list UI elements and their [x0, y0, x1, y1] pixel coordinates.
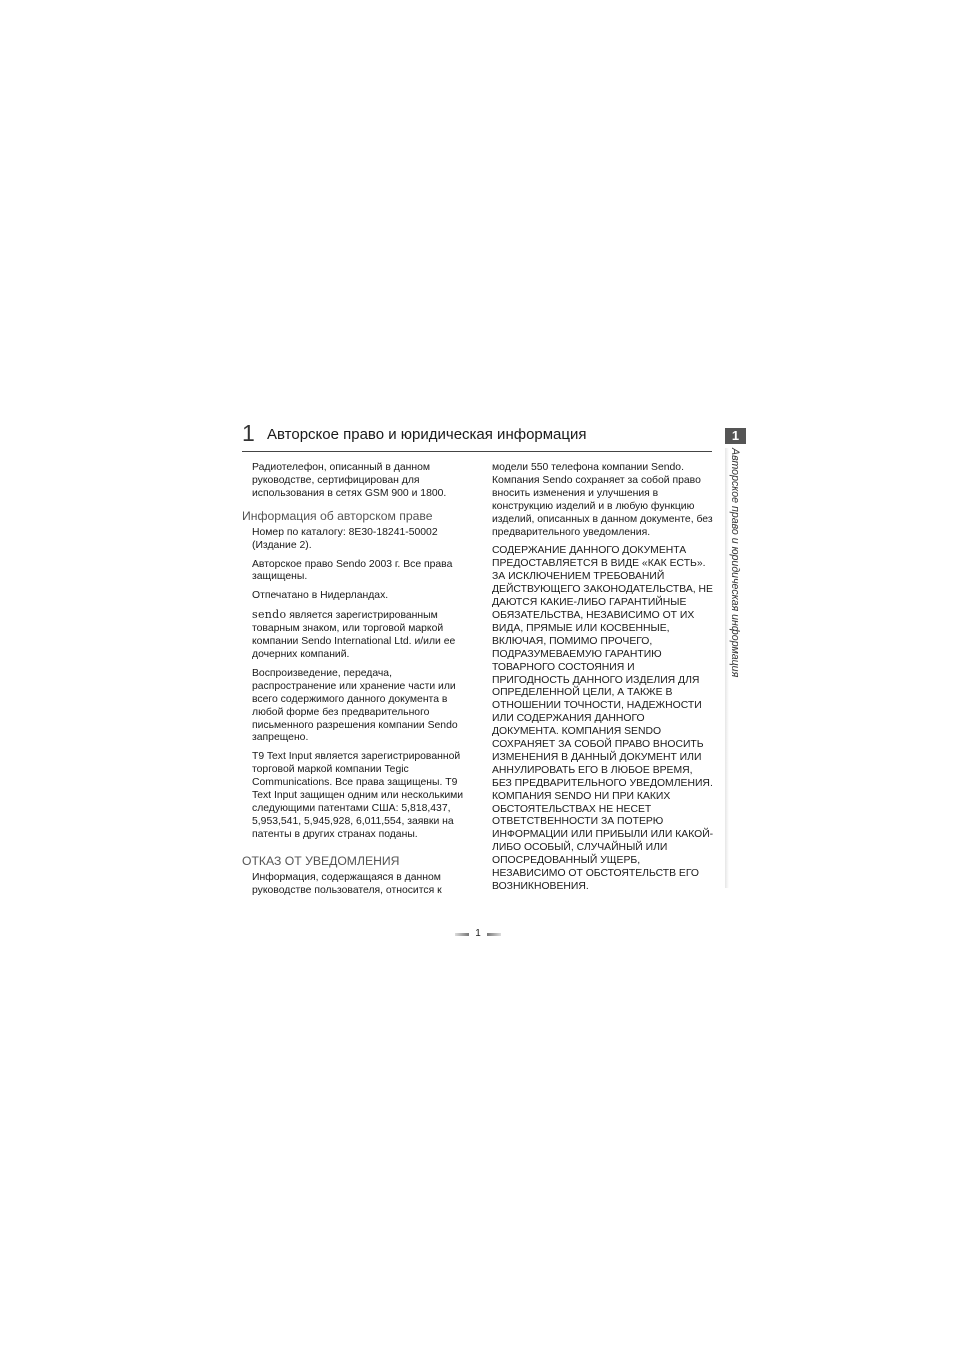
header-divider: [242, 451, 712, 452]
side-chapter-title: [728, 448, 744, 708]
copyright-paragraph: Авторское право Sendo 2003 г. Все права защищены.: [252, 558, 453, 583]
right-column: [492, 462, 714, 900]
sendo-logo: sendo: [252, 608, 287, 622]
trademark-paragraph: [252, 609, 472, 662]
continuation-paragraph: модели 550 телефона компании Sendo. Компания Sendo сохраняет за собой право вносить изменения и улучшения в конструкцию изделий и в любую функцию изделий, описанных в данном документе, без предварительного уведомления.: [492, 462, 713, 538]
chapter-header: [242, 421, 712, 451]
footer-bar-left: [455, 933, 469, 936]
copyright-heading: Информация об авторском праве: [242, 508, 433, 523]
legal-disclaimer-paragraph: СОДЕРЖАНИЕ ДАННОГО ДОКУМЕНТА ПРЕДОСТАВЛЯЕТСЯ В ВИДЕ «КАК ЕСТЬ». ЗА ИСКЛЮЧЕНИЕМ ТРЕБОВАНИЙ ДЕЙСТВУЮЩЕГО ЗАКОНОДАТЕЛЬСТВА, НЕ ДАЮТСЯ КАКИЕ-ЛИБО ГАРАНТИЙНЫЕ ОБЯЗАТЕЛЬСТВА, НЕЗАВИСИМО ОТ ИХ ВИДА, ПРЯМЫЕ ИЛИ КОСВЕННЫЕ, ВКЛЮЧАЯ, ПОМИМО ПРОЧЕГО, ПОДРАЗУМЕВАЕМУЮ ГАРАНТИЮ ТОВАРНОГО СОСТОЯНИЯ И ПРИГОДНОСТЬ ДАННОГО ИЗДЕЛИЯ ДЛЯ ОПРЕДЕЛЕННОЙ ЦЕЛИ, А ТАКЖЕ В ОТНОШЕНИИ ТОЧНОСТИ, НАДЕЖНОСТИ ИЛИ СОДЕРЖАНИЯ ДАННОГО ДОКУМЕНТА. КОМПАНИЯ SENDO СОХРАНЯЕТ ЗА СОБОЙ ПРАВО ВНОСИТЬ ИЗМЕНЕНИЯ В ДАННЫЙ ДОКУМЕНТ ИЛИ АННУЛИРОВАТЬ ЕГО В ЛЮБОЕ ВРЕМЯ, БЕЗ ПРЕДВАРИТЕЛЬНОГО УВЕДОМЛЕНИЯ. КОМПАНИЯ SENDO НИ ПРИ КАКИХ ОБСТОЯТЕЛЬСТВАХ НЕ НЕСЕТ ОТВЕТСТВЕННОСТИ ЗА ПОТЕРЮ ИНФОРМАЦИИ ИЛИ ПРИБЫЛИ ИЛИ КАКОЙ-ЛИБО ОСОБЫЙ, СЛУЧАЙНЫЙ ИЛИ ОПОСРЕДОВАННЫЙ УЩЕРБ, НЕЗАВИСИМО ОТ ОБСТОЯТЕЛЬСТВ ЕГО ВОЗНИКНОВЕНИЯ.: [492, 545, 714, 892]
intro-paragraph: Радиотелефон, описанный в данном руководстве, сертифицирован для использования в сетях GSM 900 и 1800.: [252, 462, 447, 499]
chapter-tab: 1: [725, 428, 746, 444]
printed-paragraph: Отпечатано в Нидерландах.: [252, 590, 389, 602]
chapter-number: 1: [242, 420, 255, 446]
disclaimer-heading: ОТКАЗ ОТ УВЕДОМЛЕНИЯ: [242, 853, 400, 868]
page-footer: [455, 928, 501, 940]
left-column: [242, 462, 472, 903]
disclaimer-paragraph: Информация, содержащаяся в данном руководстве пользователя, относится к: [252, 871, 442, 896]
t9-paragraph: T9 Text Input является зарегистрированной торговой маркой компании Tegic Communications. Все права защищены. T9 Text Input защищен одним или несколькими следующими патентами США: 5,818,437, 5,953,541, 5,945,928, 6,011,554, заявки на патенты в других странах поданы.: [252, 751, 464, 840]
reproduction-paragraph: Воспроизведение, передача, распространение или хранение части или всего содержимого данного документа в любой форме без предварительного письменного разрешения компании Sendo запрещено.: [252, 667, 458, 744]
side-chapter-title-text: Авторское право и юридическая информация: [729, 448, 741, 678]
catalog-paragraph: Номер по каталогу: 8E30-18241-50002 (Издание 2).: [252, 526, 438, 551]
page-number: 1: [475, 928, 481, 939]
trademark-text: является зарегистрированным товарным знаком, или торговой маркой компании Sendo International Ltd. и/или ее дочерних компаний.: [252, 610, 456, 660]
chapter-title: Авторское право и юридическая информация: [267, 426, 587, 443]
footer-bar-right: [487, 933, 501, 936]
